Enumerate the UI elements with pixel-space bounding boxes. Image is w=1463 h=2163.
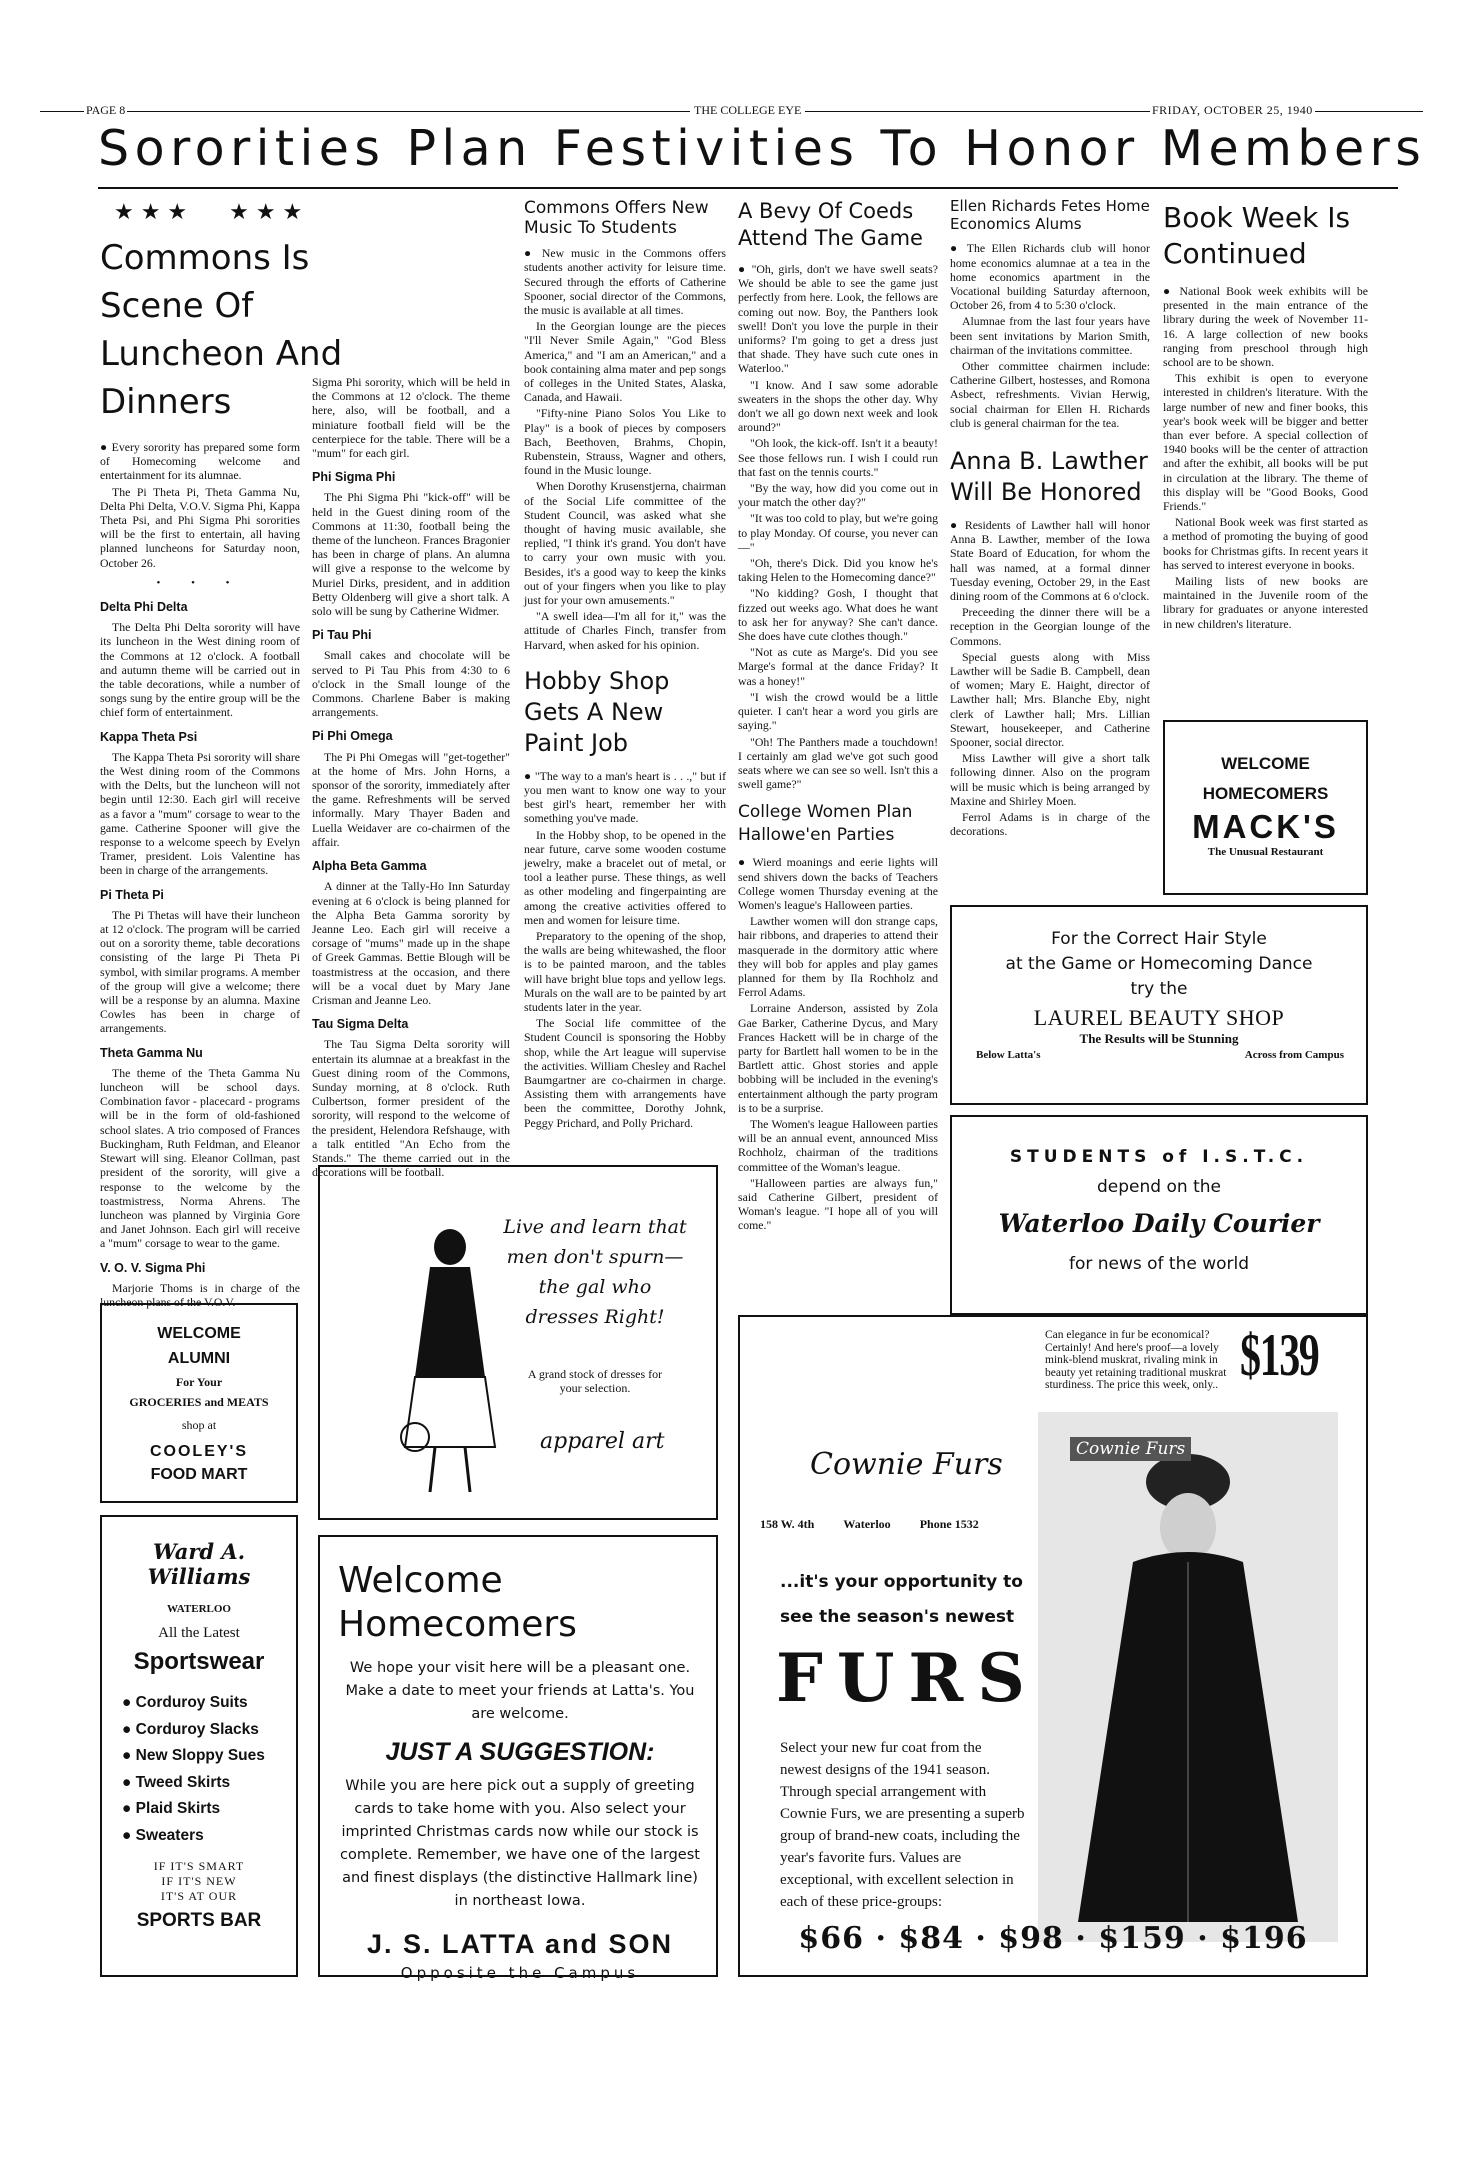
cooley-shop: shop at — [181, 1418, 217, 1432]
col1-story — [100, 440, 300, 1309]
col1-sub3: Pi Theta Pi — [100, 887, 164, 902]
williams-t3: IT'S AT OUR — [160, 1889, 238, 1903]
col5-q4: Ferrol Adams is in charge of the decorations. — [950, 810, 1150, 839]
col2-s3p: The Pi Phi Omegas will "get-together" at the home of Mrs. John Horns, a sponsor of the sorority, immediately after the game. Refreshments will be served informally. Mary Thayer Baden and Luella Weidaver are co-chairmen of the affair. — [312, 749, 510, 849]
williams-items — [122, 1690, 296, 1849]
cooley-groceries: GROCERIES and MEATS — [129, 1395, 269, 1409]
col1-p1: The Pi Theta Pi, Theta Gamma Nu, Delta Phi Delta, V.O.V. Sigma Phi, Kappa Theta Psi, and Phi Sigma Phi sororities will be the first to entertain, all having planned luncheons for Saturday noon, October 26. — [100, 484, 300, 570]
laurel-results: The Results will be Stunning — [1079, 1031, 1239, 1046]
col2-sub4: Alpha Beta Gamma — [312, 859, 427, 874]
col4-p8: "I wish the crowd would be a little quieter. I can't hear a word you girls are saying." — [738, 689, 938, 733]
furs-price-groups: $66 · $84 · $98 · $159 · $196 — [798, 1921, 1308, 1956]
col4-q2: Lorraine Anderson, assisted by Zola Gae Barker, Catherine Dycus, and Mary Frances Hackett will be in charge of the party for Bartlett hall women to be in the Bartlett attic. Ghost stories and apple bobbing will be included in the evening's entertainment although the party program is to be a surprise. — [738, 1001, 938, 1115]
col3-p1: In the Georgian lounge are the pieces "I'll Never Smile Again," "God Bless America," and "I am an American," and a book containing alma mater and pep songs of colleges in the United States, Alaska, Canada, and Hawaii. — [524, 319, 726, 405]
furs-price: $139 — [1240, 1322, 1319, 1388]
fashion-illustration — [390, 1207, 510, 1497]
bullet-icon: ● — [122, 1720, 136, 1738]
stars-ornament: ★ ★ ★ ★ ★ ★ — [114, 200, 303, 225]
col4-p3: "By the way, how did you come out in your match the other day?" — [738, 481, 938, 510]
furs-logo: Cownie Furs — [810, 1447, 1003, 1482]
courier-line1: STUDENTS of I.S.T.C. — [1009, 1147, 1309, 1167]
macks-homecomers: HOMECOMERS — [1202, 784, 1329, 803]
column-5 — [950, 198, 1150, 840]
col4-headline-2: College Women Plan Hallowe'en Parties — [738, 802, 913, 846]
williams-t1: IF IT'S SMART — [153, 1859, 245, 1873]
macks-ad — [1163, 720, 1368, 895]
latta-suggestion: JUST A SUGGESTION: — [385, 1738, 655, 1766]
laurel-beauty-ad — [950, 905, 1368, 1105]
williams-item-label: Plaid Skirts — [135, 1800, 221, 1817]
masthead — [40, 103, 1423, 119]
cooley-name: COOLEY'S — [149, 1443, 249, 1460]
col3-headline-2: Hobby Shop Gets A New Paint Job — [524, 666, 670, 757]
cownie-furs-ad — [738, 1315, 1368, 1977]
page-number: PAGE 8 — [86, 103, 126, 117]
furs-headline: FURS — [776, 1639, 1039, 1717]
latta-ad — [318, 1535, 718, 1982]
cooley-welcome: WELCOME — [157, 1325, 241, 1342]
col4-p4: "It was too cold to play, but we're going to play Monday. Of course, you never can—" — [738, 511, 939, 554]
column-6 — [1163, 200, 1368, 633]
furs-body: Select your new fur coat from the newest designs of the 1941 season. Through special arrangement with Cownie Furs, we are presenting a superb group of brand-new coats, including the year's favorite furs. Values are exceptional, with excellent selection in each of these price-groups: — [780, 1740, 1025, 1910]
latta-p1: We hope your visit here will be a pleasant one. Make a date to meet your friends at Latta's. You are welcome. — [345, 1660, 695, 1722]
courier-line4: for news of the world — [1068, 1254, 1250, 1274]
williams-item-label: Sweaters — [135, 1826, 204, 1844]
laurel-shop-name: LAUREL BEAUTY SHOP — [1033, 1005, 1285, 1030]
col3-headline: Commons Offers New Music To Students — [524, 198, 709, 239]
col5-p1: Alumnae from the last four years have been sent invitations by Marion Smith, chairman of the invitations committee. — [950, 314, 1150, 357]
col4-p1: "I know. And I saw some adorable sweaters in the shops the other day. Why don't we all go down next week and look around?" — [738, 377, 938, 435]
bullet-icon: ● — [122, 1747, 136, 1764]
col4-p6: "No kidding? Gosh, I thought that fizzed out weeks ago. What does he want to ask her for anyway? She can't dance. She does have cute clothes though." — [738, 586, 938, 644]
furs-city: Waterloo — [843, 1517, 891, 1531]
macks-welcome: WELCOME — [1221, 754, 1310, 773]
column-3 — [524, 198, 726, 1132]
laurel-line2: at the Game or Homecoming Dance — [1005, 954, 1313, 974]
laurel-line3: try the — [1130, 979, 1188, 999]
latta-welcome: Welcome — [338, 1560, 503, 1601]
courier-masthead: Waterloo Daily Courier — [998, 1209, 1320, 1238]
williams-ad — [100, 1515, 298, 1977]
col2-s2p: Small cakes and chocolate will be served to Pi Tau Phis from 4:30 to 6 o'clock in the Small lounge of the Commons. Charlene Baber is making arrangements. — [312, 648, 510, 720]
col3-lead: ● New music in the Commons offers students another activity for leisure time. Secured through the efforts of Catherine Spooner, social director of the Commons, the music is available at all times. — [524, 246, 726, 317]
furs-address: 158 W. 4th — [760, 1517, 815, 1531]
col2-p0: Sigma Phi sorority, which will be held in the Commons at 12 o'clock. The theme here, also, will be football, and a miniature football field will be the centerpiece for the table. There will be a "mum" for each girl. — [312, 375, 510, 461]
laurel-line1: For the Correct Hair Style — [1051, 929, 1267, 949]
col4-q1: Lawther women will don strange caps, hair ribbons, and draperies to attend their masquerade in the dormitory attic where they will bob for apples and play games planned for them by Ila Rochholz and Ferrol Adams. — [738, 914, 938, 1000]
latta-name: J. S. LATTA and SON — [366, 1929, 673, 1959]
col6-p1: This exhibit is open to everyone interested in children's literature. With the large number of new and finer books, this year's book week will be bigger and better than ever before. A special collection of 1940 books will be the center of attraction and after the exhibit, all books will be put in circulation at the library. The theme of this display will be "Good Books, Good Friends." — [1163, 371, 1368, 514]
williams-sports-bar: SPORTS BAR — [136, 1910, 262, 1931]
col4-lead: ● "Oh, girls, don't we have swell seats? We should be able to see the game just perfectly from here. Look, the fellows are coming out now. Boy, the Panthers look swell! Don't you love the purple in their uniforms? I'm going to get a dress just that shade. They have such cute ones in Waterloo." — [738, 262, 938, 376]
column-4 — [738, 198, 938, 1235]
cooley-alumni: ALUMNI — [167, 1350, 231, 1367]
col6-p3: Mailing lists of new books are maintained in the Juvenile room of the library for graduates or anyone interested in new children's literature. — [1163, 574, 1368, 631]
col1-headline: Commons Is Scene Of Luncheon And Dinners — [100, 237, 343, 422]
paper-name: THE COLLEGE EYE — [690, 103, 805, 118]
cooley-ad — [100, 1303, 298, 1503]
williams-item — [122, 1823, 296, 1850]
col3-q1: In the Hobby shop, to be opened in the near future, carve some wooden costume jewelry, make a bracelet out of metal, or tool a leather purse. These things, as well as other modeling and fingerpainting are among the creative activities offered to men and women for leisure time. — [524, 827, 726, 927]
williams-latest: All the Latest — [158, 1625, 240, 1641]
col2-sub2: Pi Tau Phi — [312, 628, 372, 643]
col2-s1p: The Phi Sigma Phi "kick-off" will be held in the Guest dining room of the Commons at 11:30, football being the theme of the luncheon. Frances Bragonier has been in charge of plans. An alumna will give a response to the welcome by Muriel Dirks, president, and in addition Betty Oldenberg will give a short talk. A solo will be sung by Catherine Widmer. — [312, 490, 510, 619]
courier-line2: depend on the — [1097, 1177, 1221, 1197]
bullet-icon: ● — [122, 1800, 136, 1817]
williams-t2: IF IT'S NEW — [161, 1874, 237, 1888]
col5-headline-2: Anna B. Lawther Will Be Honored — [950, 447, 1148, 507]
williams-item-label: Corduroy Suits — [135, 1694, 248, 1711]
col1-s3p: The Pi Thetas will have their luncheon at 12 o'clock. The program will be carried out on a sorority theme, table decorations consisting of the large Pi Theta Pi symbol, with similar programs. A member of the group will give a welcome; there will be a response by an alumna. Maxine Cowles has been in charge of arrangements. — [100, 907, 300, 1036]
col4-lead-2: ● Wierd moanings and eerie lights will send shivers down the backs of Teachers College women Thursday evening at the Women's league's Halloween parties. — [738, 855, 938, 912]
col3-q3: The Social life committee of the Student Council is sponsoring the Hobby shop, while the Art league will supervise the activities. William Chesley and Rachel Baumgartner are co-chairmen in charge. Assisting them with arrangements have been the committee, Dorothy Johnk, Peggy Prichard, and Polly Prichard. — [524, 1016, 726, 1130]
williams-item — [122, 1770, 296, 1797]
col6-p2: National Book week was first started as a method of promoting the buying of good books for Christmas gifts. In recent years it has served to interest everyone in books. — [1163, 515, 1368, 572]
col2-sub3: Pi Phi Omega — [312, 729, 393, 744]
col5-q2: Special guests along with Miss Lawther will be Sadie B. Campbell, dean of women; Mary E. Haight, director of Lawther hall; Mrs. Blanche Eby, night clerk of Lawther hall; Mrs. Lillian Stewart, housekeeper, and Catherine Spooner, social director. — [950, 649, 1150, 750]
furs-tag: Cownie Furs — [1070, 1437, 1191, 1461]
latta-p2: While you are here pick out a supply of greeting cards to take home with you. Also select your imprinted Christmas cards now while our stock is complete. Remember, we have one of the largest and finest displays (the distinctive Hallmark line) in northeast Iowa. — [340, 1778, 700, 1909]
apparel-script: Live and learn that men don't spurn—the gal who dresses Right! — [503, 1216, 687, 1328]
williams-item-label: Tweed Skirts — [135, 1773, 231, 1791]
col6-lead: ● National Book week exhibits will be presented in the main entrance of the library during the week of November 11-16. A large collection of new books ranging from preschool through high school are to be shown. — [1163, 284, 1368, 369]
col3-lead-2: ● "The way to a man's heart is . . .," but if you men want to know one way to your best girl's heart, remember her with something you've made. — [524, 769, 726, 826]
apparel-art-ad — [318, 1165, 718, 1520]
apparel-copy-1: A grand stock of dresses for — [527, 1367, 663, 1381]
furs-line2: see the season's newest — [780, 1607, 1015, 1627]
cooley-for: For Your — [175, 1375, 223, 1389]
col1-s4p: The theme of the Theta Gamma Nu luncheon will be school days. Combination favor - placecard - programs will be in the form of old-fashioned school slates. A trio composed of Frances Buckingham, Ruth Feldman, and Eleanor Stewart will sing. Eleanor Collman, past president of the sorority, will give a response to the welcome by the toastmistress, Norma Ahrens. The luncheon was planned by Virginia Gore and Janet Johnson. Each girl will receive a "mum" corsage to wear to the game. — [100, 1065, 300, 1251]
col4-headline: A Bevy Of Coeds Attend The Game — [738, 199, 923, 250]
col3-p4: "A swell idea—I'm all for it," was the attitude of Charles Finch, transfer from Harvard, when asked for his opinion. — [524, 609, 726, 652]
latta-location: Opposite the Campus — [400, 1964, 640, 1982]
furs-phone: Phone 1532 — [919, 1517, 979, 1531]
apparel-logo: apparel art — [540, 1429, 665, 1454]
williams-city: WATERLOO — [167, 1603, 231, 1615]
col1-sub5: V. O. V. Sigma Phi — [100, 1260, 206, 1275]
col3-p3: When Dorothy Krusenstjerna, chairman of the Social Life committee of the Student Council, was asked what she thought of having music available, she replied, "I think it's grand. You don't have to carry your own music with you. Besides, it's a good way to keep the kinks out of your fingers when you like to play just for your own amusements." — [524, 479, 726, 607]
courier-ad — [950, 1115, 1368, 1315]
williams-tagline — [102, 1859, 296, 1904]
col1-s1p: The Delta Phi Delta sorority will have its luncheon in the West dining room of the Commons at 12 o'clock. A football and autumn theme will be carried out in the table decorations, while a number of songs sung by the entire group will be the chief form of entertainment. — [100, 620, 300, 720]
col2-sub5: Tau Sigma Delta — [312, 1017, 409, 1032]
col1-sub1: Delta Phi Delta — [100, 599, 188, 614]
col4-p5: "Oh, there's Dick. Did you know he's taking Helen to the Homecoming dance?" — [738, 556, 938, 585]
williams-item — [122, 1717, 296, 1744]
col4-p9: "Oh! The Panthers made a touchdown! I certainly am glad we've got such good seats where we can see so well. Isn't this a swell game?" — [738, 734, 938, 792]
col2-s5p: The Tau Sigma Delta sorority will entertain its alumnae at a breakfast in the Guest dining room of the Commons, Sunday morning, at 8 o'clock. Ruth Culbertson, former president of the sorority, will respond to the welcome of the president, Helendora Refshauge, with a talk entitled "An Echo from the Stands." The theme carried out in the decorations will be football. — [312, 1037, 510, 1180]
furs-line1: ...it's your opportunity to — [780, 1572, 1023, 1592]
bullet-icon: ● — [122, 1773, 136, 1791]
williams-item-label: New Sloppy Sues — [135, 1747, 265, 1764]
williams-sportswear: Sportswear — [133, 1648, 265, 1675]
col5-lead-2: ● Residents of Lawther hall will honor Anna B. Lawther, member of the Iowa State Board of Education, for whom the hall was named, at a formal dinner Tuesday evening, October 29, in the East dining room of the Commons at 6 o'clock. — [950, 518, 1150, 603]
williams-item — [122, 1796, 296, 1823]
col5-p2: Other committee chairmen include: Catherine Gilbert, hostesses, and Romona Asbect, refreshments. Vivian Herwig, social chairman for Ellen H. Richards club is general chairman for the tea. — [950, 359, 1150, 430]
col5-lead: ● The Ellen Richards club will honor home economics alumnae at a tea in the home economics apartment in the Vocational building Saturday afternoon, October 26, from 4 to 5:30 o'clock. — [950, 241, 1150, 312]
col5-q3: Miss Lawther will give a short talk following dinner. Also on the program will be music which is being arranged by Maxine and Shirley Moen. — [950, 751, 1150, 808]
apparel-copy — [500, 1367, 690, 1395]
col4-q3: The Women's league Halloween parties will be an annual event, announced Miss Rochholz, chairman of the traditions committee of the Woman's league. — [738, 1116, 938, 1174]
col3-q2: Preparatory to the opening of the shop, the walls are being whitewashed, the floor is to be painted maroon, and the tables will have bright blue tops and yellow legs. Murals on the wall are to be painted by art students later in the year. — [524, 929, 726, 1015]
banner-headline: Sororities Plan Festivities To Honor Members — [98, 120, 1427, 177]
bullet-icon: ● — [122, 1826, 136, 1844]
apparel-copy-2: your selection. — [559, 1381, 631, 1395]
col5-headline: Ellen Richards Fetes Home Economics Alums — [950, 197, 1150, 233]
laurel-below: Below Latta's — [976, 1049, 1041, 1061]
col2-sub1: Phi Sigma Phi — [312, 470, 396, 485]
furs-address-row — [760, 1517, 1070, 1532]
williams-logo: Ward A. Williams — [147, 1539, 251, 1589]
williams-item — [122, 1690, 296, 1717]
furs-copy: Can elegance in fur be economical? Certainly! And here's proof—a lovely mink-blend muskrat, rivaling mink in beauty yet retaining traditional muskrat sturdiness. The price this week, only.. — [1045, 1329, 1227, 1391]
macks-name: MACK'S — [1192, 808, 1339, 845]
macks-tagline: The Unusual Restaurant — [1207, 846, 1324, 858]
col1-sub4: Theta Gamma Nu — [100, 1045, 203, 1060]
williams-item — [122, 1743, 296, 1770]
col2-s4p: A dinner at the Tally-Ho Inn Saturday evening at 6 o'clock is being planned for the Alpha Beta Gamma sorority by Jeanne Leo. Each girl will receive a corsage of "mums" made up in the shape of Greek Gammas. Bettie Blough will be toastmistress at the occasion, and there will be a vocal duet by Mary Jane Crisman and Jeanne Leo. — [312, 879, 510, 1007]
laurel-across: Across from Campus — [1244, 1049, 1344, 1061]
col1-lead: ● Every sorority has prepared some form of Homecoming welcome and entertainment for its alumnae. — [100, 440, 300, 483]
section-dots: • • • — [156, 576, 244, 589]
col1-sub2: Kappa Theta Psi — [100, 729, 198, 744]
williams-item-label: Corduroy Slacks — [135, 1720, 259, 1738]
cooley-mart: FOOD MART — [150, 1466, 248, 1483]
column-2 — [312, 375, 510, 1181]
col4-p7: "Not as cute as Marge's. Did you see Marge's formal at the dance Friday? It was a honey!" — [738, 645, 938, 688]
col5-q1: Preceeding the dinner there will be a reception in the Georgian lounge of the Commons. — [950, 605, 1150, 648]
col3-p2: "Fifty-nine Piano Solos You Like to Play" is a book of pieces by composers Bach, Beethoven, Brahms, Chopin, Rubenstein, Strauss, Wagner and others, found in the Music lounge. — [524, 406, 726, 478]
col4-q4: "Halloween parties are always fun," said Catherine Gilbert, president of Woman's league. "I hope all of you will come." — [738, 1175, 938, 1233]
latta-homecomers: Homecomers — [338, 1604, 577, 1645]
bullet-icon: ● — [122, 1694, 136, 1711]
fur-coat-photo — [1038, 1412, 1338, 1942]
col6-headline: Book Week Is Continued — [1163, 201, 1351, 270]
col4-p2: "Oh look, the kick-off. Isn't it a beauty! See those fellows run. I wish I could run that fast on the tennis courts." — [738, 436, 938, 479]
col1-s2p: The Kappa Theta Psi sorority will share the West dining room of the Commons with the Delts, but the luncheon will not begin until 12:30. Each girl will receive as a favor a "mum" corsage to wear to the game. Catherine Spooner will give the response to a welcome speech by Evelyn Tramer, president. Lois Valentine has been in charge of the arrangements. — [100, 749, 300, 878]
issue-date: FRIDAY, OCTOBER 25, 1940 — [1152, 103, 1313, 117]
col1-s5p: Marjorie Thoms is in charge of the luncheon plans of the V.O.V. — [100, 1280, 300, 1309]
